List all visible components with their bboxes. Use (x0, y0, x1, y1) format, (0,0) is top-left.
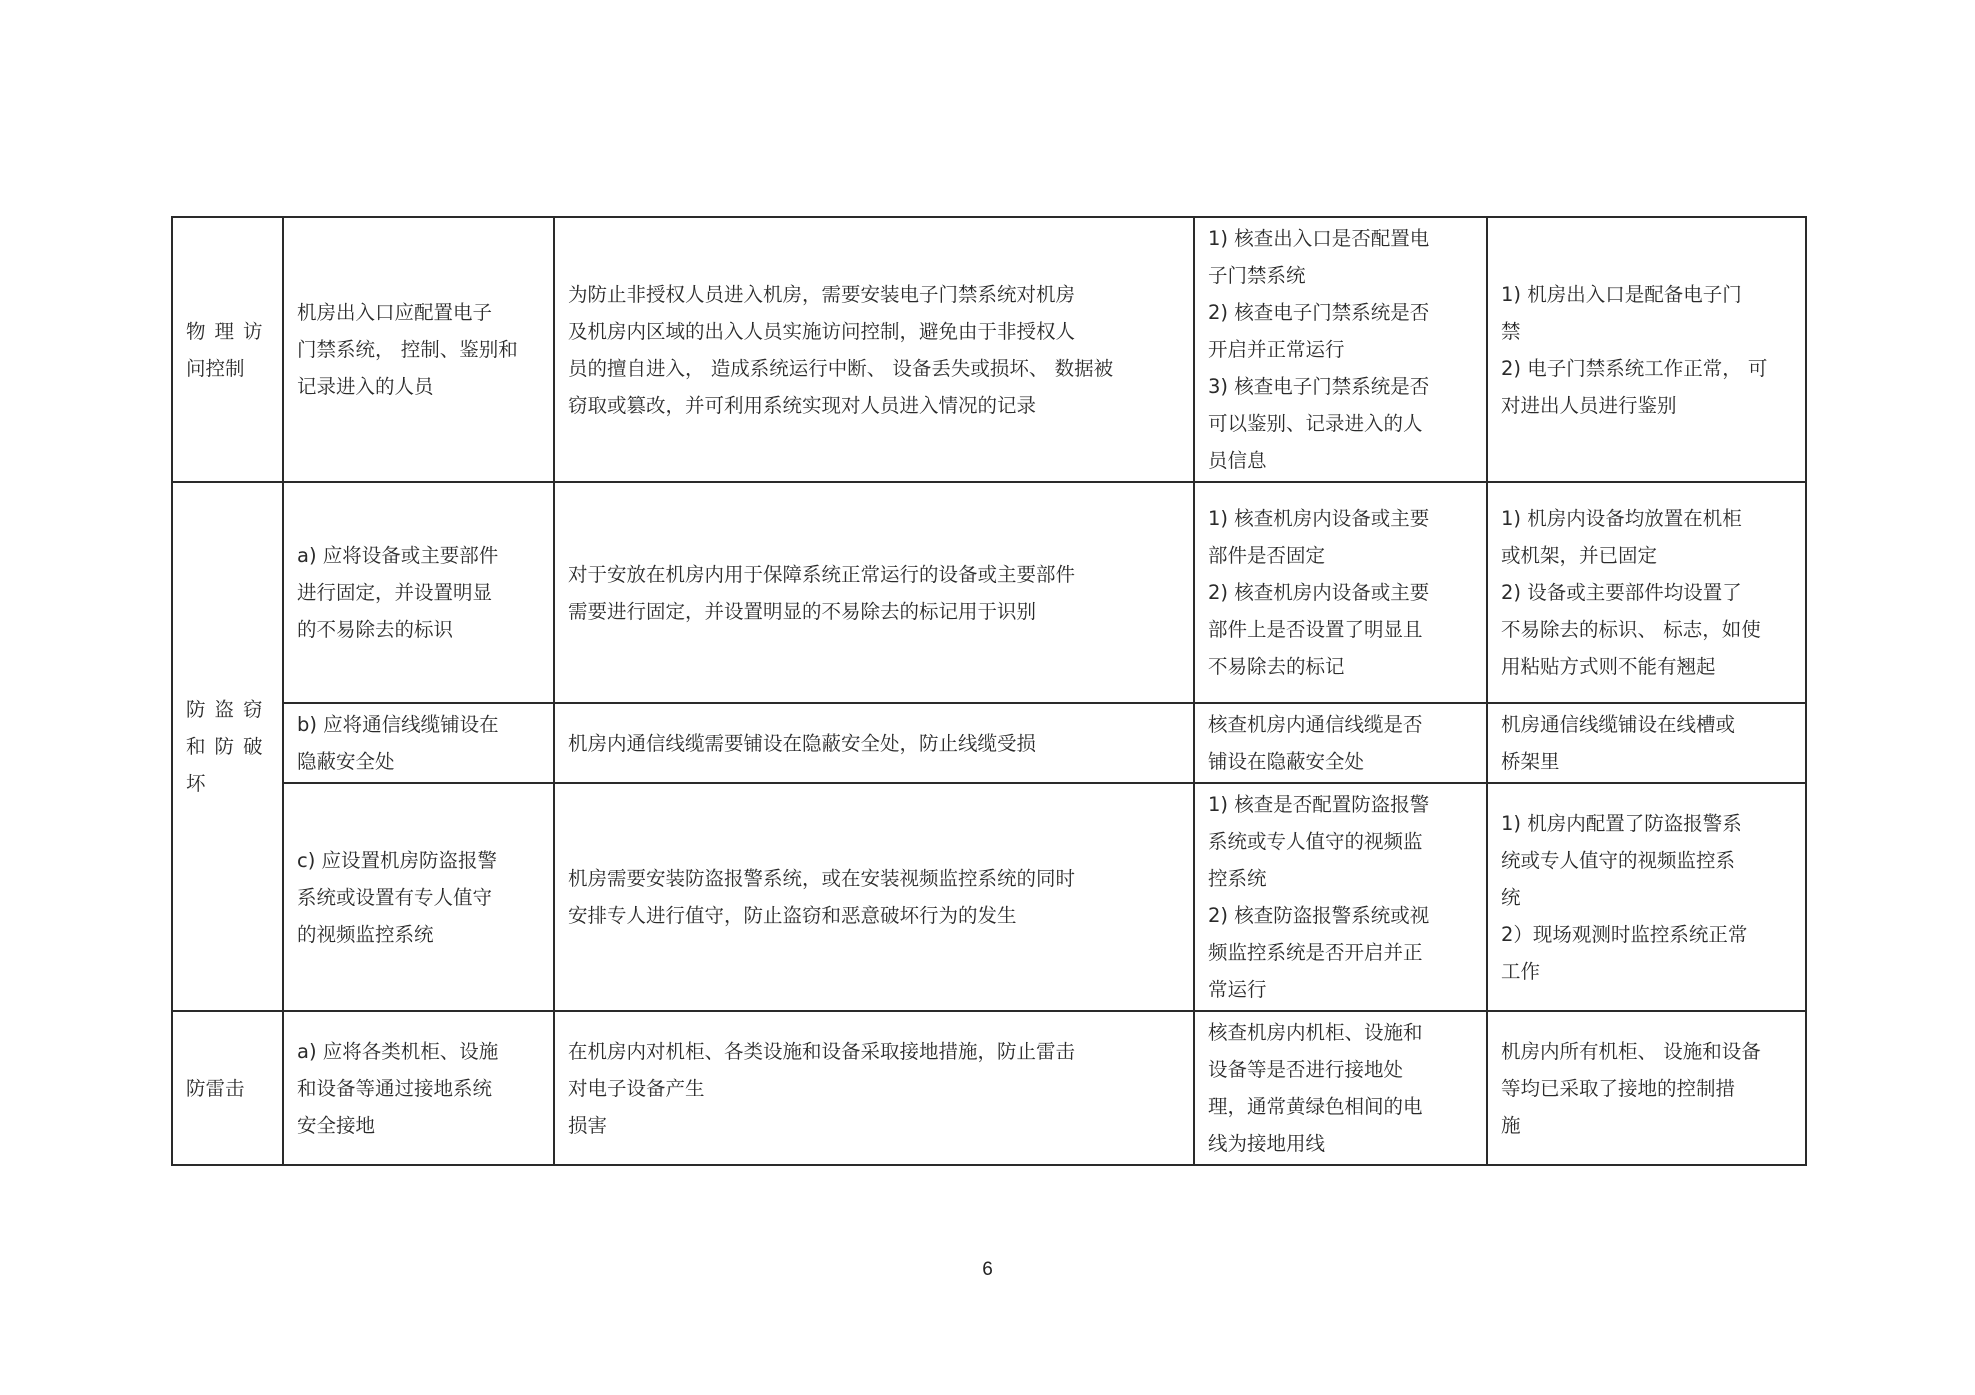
cell-line: 2) 核查机房内设备或主要 (1208, 581, 1430, 604)
cell-line: 子门禁系统 (1208, 264, 1306, 287)
cell-line: b) 应将通信线缆铺设在 (297, 713, 499, 736)
requirement-cell (283, 783, 554, 1011)
cell-line: 不易除去的标识、 标志，如使 (1501, 618, 1761, 641)
check-method-cell (1194, 703, 1487, 783)
explanation-cell (554, 703, 1194, 783)
cell-line: 开启并正常运行 (1208, 338, 1345, 361)
cell-line: 机房内通信线缆需要铺设在隐蔽安全处，防止线缆受损 (568, 731, 1037, 755)
explanation-cell (554, 217, 1194, 482)
cell-line: 1) 机房内配置了防盗报警系 (1501, 811, 1742, 835)
cell-line: c) 应设置机房防盗报警 (297, 848, 498, 872)
table-row (172, 1011, 1806, 1165)
category-cell (172, 482, 283, 1011)
cell-line: 1) 机房内设备均放置在机柜 (1501, 507, 1742, 530)
cell-line: 常运行 (1208, 978, 1267, 1001)
cell-line: 和防破 (186, 735, 272, 758)
cell-line: 统 (1501, 885, 1521, 909)
check-method-cell (1194, 1011, 1487, 1165)
result-cell (1487, 482, 1806, 703)
cell-line: 部件是否固定 (1208, 544, 1326, 567)
table-row (172, 217, 1806, 482)
cell-line: 为防止非授权人员进入机房，需要安装电子门禁系统对机房 (568, 282, 1076, 306)
cell-line: 窃取或篡改，并可利用系统实现对人员进入情况的记录 (568, 393, 1037, 417)
cell-line: 和设备等通过接地系统 (297, 1076, 493, 1100)
cell-line: 的不易除去的标识 (297, 618, 454, 641)
category-cell (172, 1011, 283, 1165)
cell-line: 控系统 (1208, 867, 1267, 890)
cell-line: 员信息 (1208, 449, 1267, 472)
cell-line: 问控制 (186, 356, 245, 380)
cell-line: 机房出入口应配置电子 (297, 301, 493, 324)
cell-line: 3) 核查电子门禁系统是否 (1208, 375, 1430, 398)
cell-line: 物理访 (186, 319, 272, 343)
cell-line: 2) 核查电子门禁系统是否 (1208, 301, 1430, 324)
cell-line: 工作 (1501, 959, 1541, 983)
result-cell (1487, 703, 1806, 783)
cell-line: 铺设在隐蔽安全处 (1208, 750, 1365, 773)
cell-line: 机房内所有机柜、 设施和设备 (1501, 1039, 1761, 1063)
cell-line: 系统或设置有专人值守 (297, 885, 493, 909)
cell-line: 机房通信线缆铺设在线槽或 (1501, 713, 1736, 736)
cell-line: 桥架里 (1501, 750, 1560, 773)
cell-line: 坏 (186, 772, 206, 795)
cell-line: 及机房内区域的出入人员实施访问控制，避免由于非授权人 (568, 319, 1076, 343)
cell-line: 统或专人值守的视频监控系 (1501, 848, 1736, 872)
cell-line: 门禁系统， 控制、鉴别和 (297, 338, 518, 361)
cell-line: 部件上是否设置了明显且 (1208, 618, 1423, 641)
cell-line: 禁 (1501, 319, 1521, 343)
result-cell (1487, 217, 1806, 482)
explanation-cell (554, 783, 1194, 1011)
cell-line: 2）现场观测时监控系统正常 (1501, 922, 1748, 946)
requirement-cell (283, 703, 554, 783)
explanation-cell (554, 482, 1194, 703)
check-method-cell (1194, 217, 1487, 482)
cell-line: 2) 核查防盗报警系统或视 (1208, 904, 1430, 927)
cell-line: 核查机房内机柜、设施和 (1208, 1021, 1423, 1044)
cell-line: a) 应将设备或主要部件 (297, 544, 499, 567)
requirement-cell (283, 1011, 554, 1165)
cell-line: 在机房内对机柜、各类设施和设备采取接地措施，防止雷击 (568, 1039, 1076, 1063)
cell-line: 频监控系统是否开启并正 (1208, 941, 1423, 964)
category-cell (172, 217, 283, 482)
cell-line: 防盗窃 (186, 698, 272, 721)
cell-line: 理，通常黄绿色相间的电 (1208, 1095, 1423, 1118)
cell-line: 1) 机房出入口是配备电子门 (1501, 282, 1742, 306)
cell-line: 机房需要安装防盗报警系统，或在安装视频监控系统的同时 (568, 867, 1076, 890)
cell-line: 可以鉴别、记录进入的人 (1208, 412, 1423, 435)
cell-line: 安全接地 (297, 1113, 376, 1137)
result-cell (1487, 783, 1806, 1011)
explanation-cell (554, 1011, 1194, 1165)
cell-line: 1) 核查是否配置防盗报警 (1208, 793, 1430, 816)
cell-line: 安排专人进行值守，防止盗窃和恶意破坏行为的发生 (568, 904, 1017, 927)
requirement-cell (283, 482, 554, 703)
cell-line: 进行固定，并设置明显 (297, 581, 493, 604)
table-row (172, 703, 1806, 783)
cell-line: 等均已采取了接地的控制措 (1501, 1076, 1736, 1100)
cell-line: a) 应将各类机柜、设施 (297, 1039, 499, 1063)
requirement-cell (283, 217, 554, 482)
cell-line: 线为接地用线 (1208, 1132, 1326, 1155)
cell-line: 需要进行固定，并设置明显的不易除去的标记用于识别 (568, 599, 1037, 623)
requirements-table (171, 216, 1807, 1166)
cell-line: 2) 电子门禁系统工作正常， 可 (1501, 356, 1768, 380)
cell-line: 对于安放在机房内用于保障系统正常运行的设备或主要部件 (568, 562, 1076, 586)
page-number: 6 (982, 1259, 993, 1280)
check-method-cell (1194, 783, 1487, 1011)
cell-line: 对电子设备产生 (568, 1076, 705, 1100)
cell-line: 的视频监控系统 (297, 922, 434, 946)
cell-line: 对进出人员进行鉴别 (1501, 393, 1677, 417)
table-row (172, 783, 1806, 1011)
cell-line: 系统或专人值守的视频监 (1208, 830, 1423, 853)
cell-line: 损害 (568, 1113, 608, 1137)
cell-line: 2) 设备或主要部件均设置了 (1501, 581, 1742, 604)
cell-line: 1) 核查机房内设备或主要 (1208, 507, 1430, 530)
cell-line: 施 (1501, 1113, 1521, 1137)
table-row (172, 482, 1806, 703)
result-cell (1487, 1011, 1806, 1165)
cell-line: 1) 核查出入口是否配置电 (1208, 227, 1430, 250)
cell-line: 记录进入的人员 (297, 375, 434, 398)
cell-line: 防雷击 (186, 1076, 245, 1100)
cell-line: 不易除去的标记 (1208, 655, 1345, 678)
cell-line: 员的擅自进入， 造成系统运行中断、 设备丢失或损坏、 数据被 (568, 356, 1114, 380)
cell-line: 隐蔽安全处 (297, 750, 395, 773)
cell-line: 或机架，并已固定 (1501, 544, 1658, 567)
cell-line: 核查机房内通信线缆是否 (1208, 713, 1423, 736)
check-method-cell (1194, 482, 1487, 703)
cell-line: 设备等是否进行接地处 (1208, 1058, 1404, 1081)
cell-line: 用粘贴方式则不能有翘起 (1501, 655, 1716, 678)
